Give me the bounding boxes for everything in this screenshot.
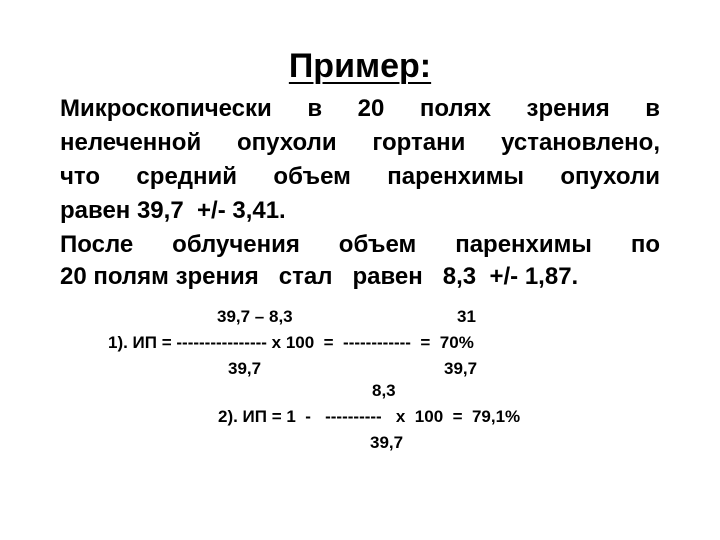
formula1-denominator-right: 39,7 xyxy=(444,359,478,378)
slide-title: Пример: xyxy=(288,47,432,85)
paragraph-line-3: что средний объем паренхимы опухоли xyxy=(60,163,660,190)
formula1-main-line: 1). ИП = ---------------- х 100 = ------------ = 70% xyxy=(108,333,474,352)
formula2-numerator: 8,3 xyxy=(372,381,396,400)
paragraph-line-6: 20 полям зрения стал равен 8,3 +/- 1,87. xyxy=(60,263,579,290)
formula1-numerator-right: 31 xyxy=(457,307,476,326)
paragraph-line-4: равен 39,7 +/- 3,41. xyxy=(60,197,286,224)
formula2-main-line: 2). ИП = 1 - ---------- х 100 = 79,1% xyxy=(218,407,521,426)
formula1-denominator-left: 39,7 xyxy=(228,359,262,378)
formula1-numerator-left: 39,7 – 8,3 xyxy=(217,307,293,326)
paragraph-line-1: Микроскопически в 20 полях зрения в xyxy=(60,95,660,122)
paragraph-line-2: нелеченной опухоли гортани установлено, xyxy=(60,129,660,156)
formula2-denominator: 39,7 xyxy=(370,433,404,452)
paragraph-line-5: После облучения объем паренхимы по xyxy=(60,231,660,258)
